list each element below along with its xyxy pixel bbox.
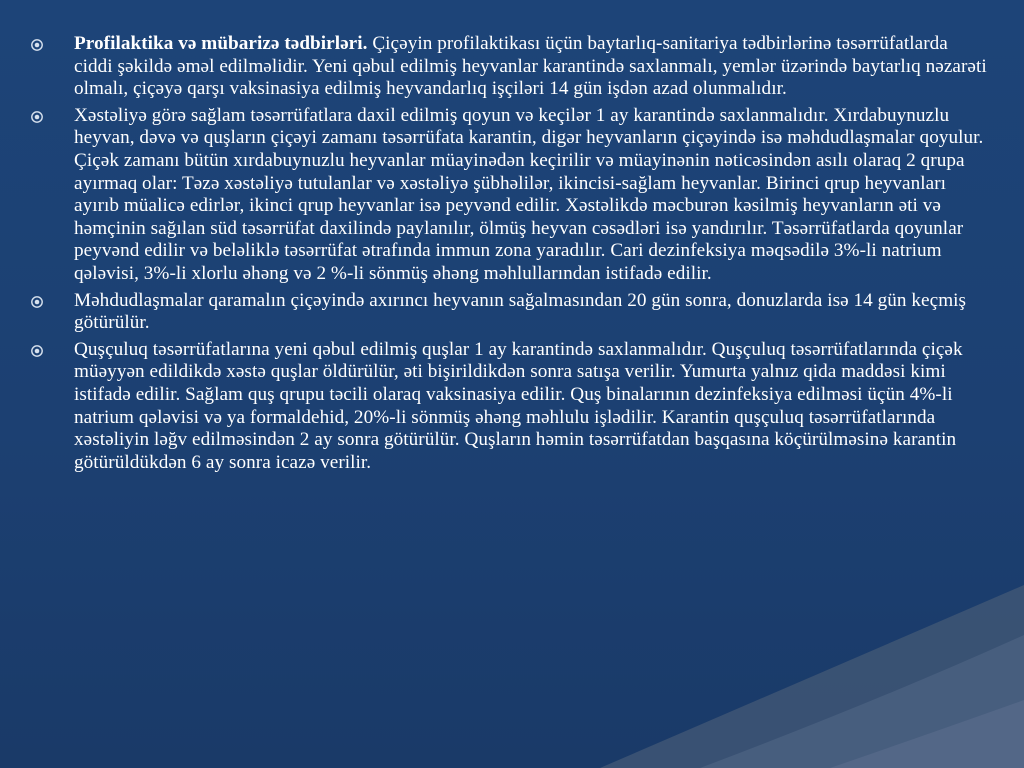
bullet-item-heading: Profilaktika və mübarizə tədbirləri. xyxy=(74,33,368,54)
corner-band-mid xyxy=(700,635,1024,768)
corner-band-inner xyxy=(830,700,1024,768)
bullet-item-prophylaxis xyxy=(30,33,990,101)
corner-band-outer xyxy=(600,585,1024,768)
slide-content xyxy=(30,33,990,478)
circled-dot-icon xyxy=(30,110,44,124)
circled-dot-icon xyxy=(30,38,44,52)
bullet-item-text: Çiçəyin profilaktikası üçün baytarlıq-sanitariya tədbirlərinə təsərrüfatlarda ciddi şəkildə əməl edilməlidir. Yeni qəbul edilmiş heyvanlar karantində saxlanmalı, yemlər üzərində baytarlıq nəzarəti olmalı, çiçəyə qarşı vaksinasiya edilmiş heyvandarlıq işçiləri 14 gün işdən azad olunmalıdır. xyxy=(74,33,987,100)
bullet-item-poultry xyxy=(30,339,990,475)
bullet-item-restrictions xyxy=(30,290,990,335)
bullet-item-text: Xəstəliyə görə sağlam təsərrüfatlara daxil edilmiş qoyun və keçilər 1 ay karantində saxlanmalıdır. Xırdabuynuzlu heyvan, dəvə və quşların çiçəyi zamanı təsərrüfata karantin, digər heyvanların çiçəyində isə məhdudlaşmalar qoyulur. Çiçək zamanı bütün xırdabuynuzlu heyvanlar müayinədən keçirilir və müayinənin nəticəsindən asılı olaraq 2 qrupa ayırmaq olar: Təzə xəstəliyə tutulanlar və xəstəliyə şübhəlilər, ikincisi-sağlam heyvanlar. Birinci qrup heyvanları ayırıb müalicə edirlər, ikinci qrup heyvanlar isə peyvənd edilir. Xəstəlikdə məcburən kəsilmiş heyvanların əti və həmçinin sağılan süd təsərrüfat daxilində paylanılır, ölmüş heyvan cəsədləri isə yandırılır. Təsərrüfatlarda qoyunlar peyvənd edilir və beləliklə təsərrüfat ətrafında immun zona yaradılır. Cari dezinfeksiya məqsədilə 3%-li natrium qələvisi, 3%-li xlorlu əhəng və 2 %-li sönmüş əhəng məhlullarından istifadə edilir. xyxy=(74,104,984,284)
bullet-list xyxy=(30,33,990,474)
circled-dot-icon xyxy=(30,344,44,358)
bullet-item-quarantine xyxy=(30,105,990,286)
bullet-item-text: Məhdudlaşmalar qaramalın çiçəyində axırıncı heyvanın sağalmasından 20 gün sonra, donuzlarda isə 14 gün keçmiş götürülür. xyxy=(74,289,967,334)
circled-dot-icon xyxy=(30,295,44,309)
bullet-item-text: Quşçuluq təsərrüfatlarına yeni qəbul edilmiş quşlar 1 ay karantində saxlanmalıdır. Quşçuluq təsərrüfatlarında çiçək müəyyən edildikdə xəstə quşlar öldürülür, əti bişirildikdən sonra satışa verilir. Yumurta yalnız qida maddəsi kimi istifadə edilir. Sağlam quş qrupu təcili olaraq vaksinasiya edilir. Quş binalarının dezinfeksiya edilməsi üçün 4%-li natrium qələvisi və ya formaldehid, 20%-li sönmüş əhəng məhlulu işlədilir. Karantin quşçuluq təsərrüfatlarında xəstəliyin ləğv edilməsindən 2 ay sonra götürülür. Quşların həmin təsərrüfatdan başqasına köçürülməsinə karantin götürüldükdən 6 ay sonra icazə verilir. xyxy=(74,338,963,473)
